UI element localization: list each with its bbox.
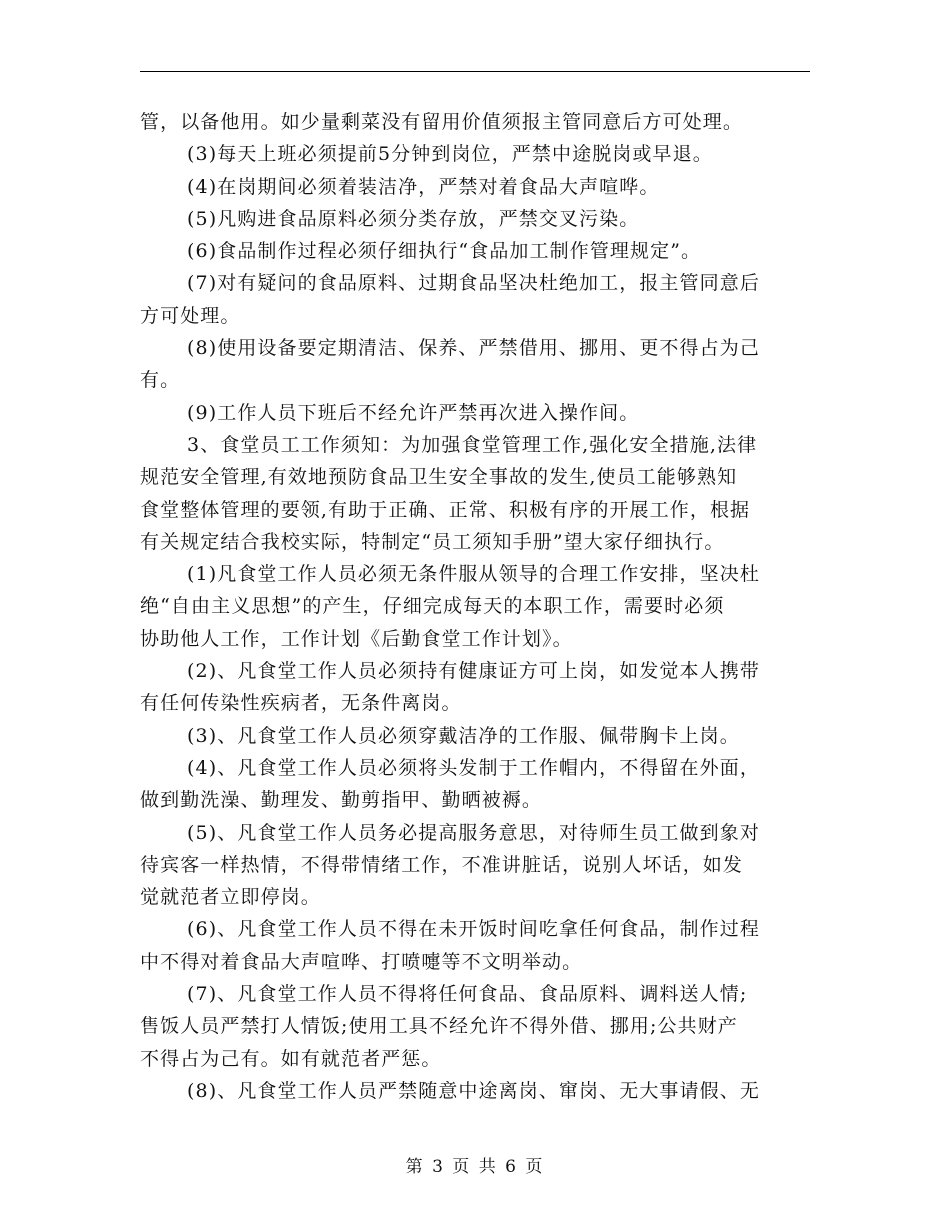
text-line: 3、食堂员工工作须知：为加强食堂管理工作,强化安全措施,法律	[187, 433, 758, 456]
text-line: (4)在岗期间必须着装洁净，严禁对着食品大声喧哗。	[187, 175, 660, 198]
text-line: (8)、凡食堂工作人员严禁随意中途离岗、窜岗、无大事请假、无	[187, 1079, 760, 1102]
text-line: 食堂整体管理的要领,有助于正确、正常、积极有序的开展工作，根据	[140, 498, 751, 521]
text-line: (7)、凡食堂工作人员不得将任何食品、食品原料、调料送人情;	[187, 983, 748, 1006]
text-line: (6)食品制作过程必须仔细执行“食品加工制作管理规定”。	[187, 240, 702, 263]
text-line: 协助他人工作，工作计划《后勤食堂工作计划》。	[140, 627, 573, 650]
text-line: (1)凡食堂工作人员必须无条件服从领导的合理工作安排，坚决杜	[187, 563, 760, 586]
text-line: (2)、凡食堂工作人员必须持有健康证方可上岗，如发觉本人携带	[187, 660, 760, 683]
text-line: 方可处理。	[140, 304, 241, 327]
text-line: (3)每天上班必须提前5分钟到岗位，严禁中途脱岗或早退。	[187, 143, 713, 166]
text-line: 中不得对着食品大声喧哗、打喷嚏等不文明举动。	[140, 950, 583, 973]
body-text	[140, 106, 812, 1107]
text-line: (5)凡购进食品原料必须分类存放，严禁交叉污染。	[187, 207, 640, 230]
text-line: 售饭人员严禁打人情饭;使用工具不经允许不得外借、挪用;公共财产	[140, 1015, 738, 1038]
text-line: 有任何传染性疾病者，无条件离岗。	[140, 692, 462, 715]
text-line: (6)、凡食堂工作人员不得在未开饭时间吃拿任何食品，制作过程	[187, 918, 760, 941]
text-line: (8)使用设备要定期清洁、保养、严禁借用、挪用、更不得占为己	[187, 337, 760, 360]
text-line: (5)、凡食堂工作人员务必提高服务意思，对待师生员工做到象对	[187, 821, 760, 844]
text-line: 有。	[140, 369, 181, 392]
text-line: 做到勤洗澡、勤理发、勤剪指甲、勤晒被褥。	[140, 789, 543, 812]
page-number-footer: 第 3 页 共 6 页	[405, 1157, 545, 1177]
text-line: 不得占为己有。如有就范者严惩。	[140, 1047, 442, 1070]
text-line: (4)、凡食堂工作人员必须将头发制于工作帽内，不得留在外面，	[187, 756, 760, 779]
text-line: 待宾客一样热情，不得带情绪工作，不准讲脏话，说别人坏话，如发	[140, 853, 744, 876]
text-line: (9)工作人员下班后不经允许严禁再次进入操作间。	[187, 401, 640, 424]
text-line: 觉就范者立即停岗。	[140, 886, 321, 909]
text-line: (3)、凡食堂工作人员必须穿戴洁净的工作服、佩带胸卡上岗。	[187, 724, 740, 747]
text-line: (7)对有疑问的食品原料、过期食品坚决杜绝加工，报主管同意后	[187, 272, 760, 295]
text-line: 绝“自由主义思想”的产生，仔细完成每天的本职工作，需要时必须	[140, 595, 725, 618]
text-line: 有关规定结合我校实际，特制定“员工须知手册”望大家仔细执行。	[140, 530, 725, 553]
text-line: 管，以备他用。如少量剩菜没有留用价值须报主管同意后方可处理。	[140, 111, 744, 133]
text-line: 规范安全管理,有效地预防食品卫生安全事故的发生,使员工能够熟知	[140, 466, 738, 489]
header-rule	[140, 71, 810, 72]
